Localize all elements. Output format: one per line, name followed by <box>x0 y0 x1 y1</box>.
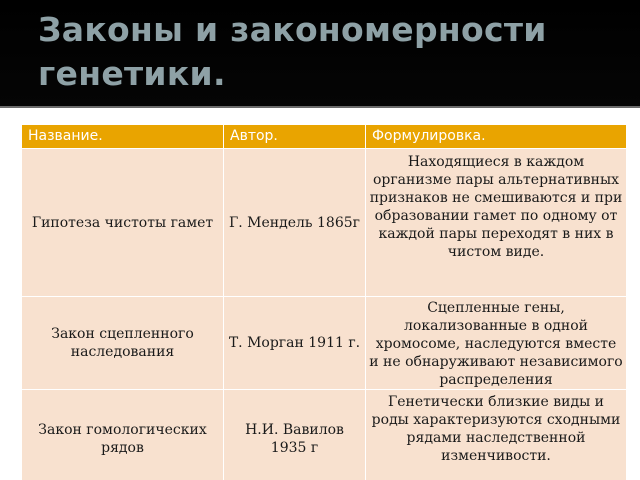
cell-author: Г. Мендель 1865г <box>224 149 366 297</box>
header-author: Автор. <box>224 125 366 149</box>
cell-author: Н.И. Вавилов 1935 г <box>224 390 366 480</box>
table-row <box>22 149 627 297</box>
cell-author: Т. Морган 1911 г. <box>224 297 366 390</box>
table-header-row <box>22 125 627 149</box>
cell-name: Закон сцепленного наследования <box>22 297 224 390</box>
cell-name: Закон гомологических рядов <box>22 390 224 480</box>
table-row <box>22 297 627 390</box>
slide-title: Законы и закономерности генетики. <box>38 10 547 93</box>
content-area <box>0 108 640 480</box>
header-name: Название. <box>22 125 224 149</box>
cell-formulation: Генетически близкие виды и роды характеризуются сходными рядами наследственной изменчивости. <box>366 390 627 480</box>
header-formulation: Формулировка. <box>366 125 627 149</box>
title-band <box>0 0 640 106</box>
genetics-laws-table <box>21 124 627 480</box>
cell-name: Гипотеза чистоты гамет <box>22 149 224 297</box>
cell-formulation: Находящиеся в каждом организме пары альтернативных признаков не смешиваются и при образовании гамет по одному от каждой пары переходят в них в чистом виде. <box>366 149 627 297</box>
table-row <box>22 390 627 480</box>
cell-formulation: Сцепленные гены, локализованные в одной хромосоме, наследуются вместе и не обнаруживают независимого распределения <box>366 297 627 390</box>
